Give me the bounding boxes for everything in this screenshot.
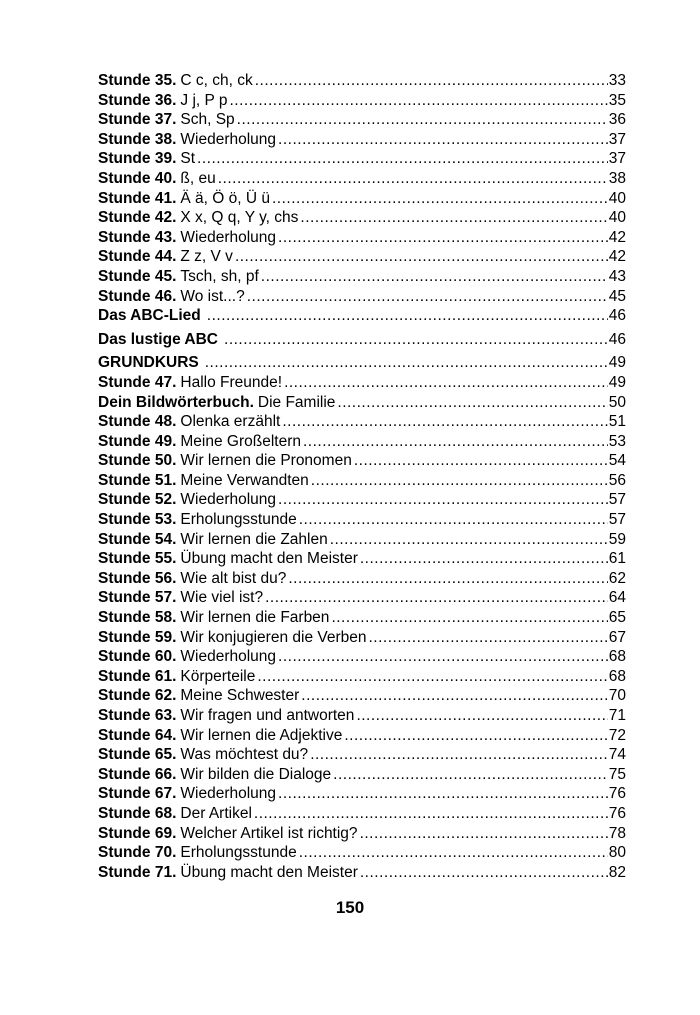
- toc-entry: [98, 608, 626, 628]
- toc-entry-heading: Stunde 53.: [98, 511, 177, 529]
- toc-entry-label: [98, 628, 367, 648]
- toc-entry-label: [98, 306, 205, 326]
- toc-page-number: 71: [608, 707, 626, 724]
- toc-entry: [98, 110, 626, 130]
- toc-entry-title: St: [180, 150, 196, 168]
- toc-entry-title: Wiederholung: [180, 648, 277, 666]
- toc-page-number: 53: [608, 432, 626, 450]
- toc-dot-leader: [257, 667, 607, 687]
- toc-entry-heading: Stunde 47.: [98, 373, 177, 391]
- toc-entry-title: Was möchtest du?: [180, 746, 309, 764]
- toc-entry-title: Wiederholung: [180, 491, 277, 509]
- table-of-contents: [98, 71, 626, 882]
- toc-entry-label: [98, 130, 276, 150]
- toc-entry-heading: Das lustige ABC: [98, 330, 219, 348]
- toc-entry-heading: Stunde 40.: [98, 169, 177, 187]
- toc-entry-label: [98, 784, 276, 804]
- toc-dot-leader: [218, 169, 608, 189]
- toc-page-number: 56: [608, 471, 626, 489]
- toc-page-number: 75: [608, 765, 626, 783]
- toc-page-number: 68: [608, 648, 626, 666]
- toc-page-number: 82: [608, 863, 626, 881]
- toc-entry-heading: Stunde 46.: [98, 287, 177, 305]
- toc-entry-title: Übung macht den Meister: [180, 550, 358, 568]
- toc-page-number: 54: [608, 452, 626, 470]
- toc-dot-leader: [255, 71, 608, 91]
- toc-entry-label: [98, 149, 195, 169]
- toc-dot-leader: [301, 686, 607, 706]
- toc-page-number: 67: [608, 628, 626, 646]
- toc-entry-heading: Stunde 70.: [98, 844, 177, 862]
- toc-entry-label: [98, 765, 331, 785]
- toc-page-number: 51: [608, 413, 626, 431]
- toc-page-number: 78: [608, 824, 626, 842]
- toc-entry-label: [98, 247, 233, 267]
- toc-page-number: 61: [608, 550, 626, 568]
- toc-entry-title: Wiederholung: [180, 785, 277, 803]
- toc-dot-leader: [311, 471, 608, 491]
- toc-entry-heading: Stunde 49.: [98, 432, 177, 450]
- toc-entry: [98, 804, 626, 824]
- toc-dot-leader: [278, 228, 608, 248]
- toc-entry-label: [98, 726, 342, 746]
- toc-entry-label: [98, 432, 301, 452]
- toc-entry: [98, 412, 626, 432]
- toc-dot-leader: [369, 628, 608, 648]
- toc-page-number: 68: [608, 667, 626, 685]
- toc-entry-label: [98, 267, 259, 287]
- toc-entry-label: [98, 91, 228, 111]
- toc-page-number: 46: [608, 330, 626, 348]
- toc-dot-leader: [265, 588, 608, 608]
- toc-entry-title: Meine Verwandten: [180, 471, 309, 489]
- toc-entry-title: Wir bilden die Dialoge: [180, 765, 332, 783]
- toc-dot-leader: [310, 745, 608, 765]
- toc-entry: [98, 824, 626, 844]
- toc-dot-leader: [333, 765, 608, 785]
- toc-entry-title: Wie viel ist?: [180, 589, 264, 607]
- toc-page-number: 64: [608, 589, 626, 607]
- toc-page-number: 45: [608, 287, 626, 305]
- toc-entry-label: [98, 490, 276, 510]
- toc-entry: [98, 628, 626, 648]
- toc-entry-label: [98, 287, 245, 307]
- toc-dot-leader: [303, 432, 608, 452]
- toc-entry-heading: Stunde 58.: [98, 609, 177, 627]
- toc-entry-label: [98, 110, 235, 130]
- toc-entry: [98, 91, 626, 111]
- toc-entry-heading: Stunde 43.: [98, 228, 177, 246]
- toc-dot-leader: [300, 208, 607, 228]
- toc-entry: [98, 647, 626, 667]
- toc-page-number: 37: [608, 130, 626, 148]
- toc-entry-heading: Stunde 68.: [98, 804, 177, 822]
- toc-entry-heading: Stunde 66.: [98, 765, 177, 783]
- toc-entry-heading: Stunde 51.: [98, 471, 177, 489]
- toc-entry-label: [98, 647, 276, 667]
- toc-entry-title: X x, Q q, Y y, chs: [180, 209, 299, 227]
- toc-entry-heading: Stunde 52.: [98, 491, 177, 509]
- toc-entry: [98, 306, 626, 326]
- toc-entry-label: [98, 451, 352, 471]
- toc-dot-leader: [282, 412, 607, 432]
- toc-entry-title: Körperteile: [180, 667, 256, 685]
- toc-entry-title: Erholungsstunde: [180, 844, 297, 862]
- page-number: 150: [335, 898, 365, 917]
- toc-entry: [98, 588, 626, 608]
- toc-page-number: 33: [608, 72, 626, 89]
- toc-dot-leader: [360, 824, 608, 844]
- toc-entry: [98, 208, 626, 228]
- toc-entry-title: Erholungsstunde: [180, 511, 297, 529]
- toc-page-number: 43: [608, 267, 626, 285]
- toc-entry-label: [98, 169, 216, 189]
- toc-entry-title: Wiederholung: [180, 228, 277, 246]
- toc-entry-heading: Stunde 50.: [98, 452, 177, 470]
- toc-entry: [98, 71, 626, 91]
- toc-page-number: 50: [608, 393, 626, 411]
- toc-entry: [98, 510, 626, 530]
- toc-entry-heading: Stunde 39.: [98, 150, 177, 168]
- toc-dot-leader: [205, 353, 608, 373]
- toc-entry-heading: Stunde 36.: [98, 91, 177, 109]
- toc-entry-title: Die Familie: [257, 393, 336, 411]
- toc-entry-heading: Das ABC-Lied: [98, 307, 201, 325]
- toc-page-number: 74: [608, 746, 626, 764]
- toc-dot-leader: [356, 706, 607, 726]
- toc-entry: [98, 490, 626, 510]
- toc-page-number: 62: [608, 569, 626, 587]
- toc-entry-title: Olenka erzählt: [180, 413, 281, 431]
- toc-entry-title: Wir lernen die Pronomen: [180, 452, 352, 470]
- toc-entry-label: [98, 549, 358, 569]
- toc-entry-label: [98, 686, 299, 706]
- toc-entry-label: [98, 353, 203, 373]
- toc-entry-heading: Stunde 67.: [98, 785, 177, 803]
- toc-dot-leader: [330, 530, 608, 550]
- toc-page-number: 49: [608, 354, 626, 372]
- toc-entry-title: Wo ist...?: [180, 287, 245, 305]
- toc-entry-label: [98, 208, 298, 228]
- toc-entry-label: [98, 330, 222, 350]
- toc-dot-leader: [272, 189, 608, 209]
- toc-entry-heading: Stunde 38.: [98, 130, 177, 148]
- toc-dot-leader: [278, 784, 608, 804]
- toc-entry: [98, 330, 626, 350]
- toc-entry-title: ß, eu: [180, 169, 216, 187]
- toc-dot-leader: [337, 393, 607, 413]
- toc-entry: [98, 765, 626, 785]
- toc-entry-title: Sch, Sp: [180, 111, 235, 129]
- toc-entry-title: Der Artikel: [180, 804, 252, 822]
- toc-dot-leader: [224, 330, 608, 350]
- toc-entry-title: Wir lernen die Zahlen: [180, 530, 328, 548]
- toc-dot-leader: [278, 490, 608, 510]
- toc-entry: [98, 726, 626, 746]
- toc-entry: [98, 353, 626, 373]
- toc-entry: [98, 530, 626, 550]
- toc-entry-heading: Stunde 45.: [98, 267, 177, 285]
- toc-page-number: 76: [608, 785, 626, 803]
- toc-entry-title: Wie alt bist du?: [180, 569, 287, 587]
- toc-entry-heading: Stunde 61.: [98, 667, 177, 685]
- toc-dot-leader: [360, 863, 608, 883]
- toc-dot-leader: [235, 247, 608, 267]
- toc-entry: [98, 863, 626, 883]
- toc-entry: [98, 706, 626, 726]
- toc-page-number: 37: [608, 150, 626, 168]
- toc-page-number: 49: [608, 373, 626, 391]
- toc-entry: [98, 169, 626, 189]
- toc-entry: [98, 373, 626, 393]
- toc-page-number: 70: [608, 687, 626, 705]
- toc-entry-label: [98, 228, 276, 248]
- toc-entry-title: Welcher Artikel ist richtig?: [180, 824, 358, 842]
- toc-entry: [98, 130, 626, 150]
- toc-entry-label: [98, 745, 308, 765]
- toc-entry-heading: Stunde 48.: [98, 413, 177, 431]
- toc-page-number: 42: [608, 228, 626, 246]
- toc-entry-title: Übung macht den Meister: [180, 863, 358, 881]
- toc-dot-leader: [197, 149, 608, 169]
- toc-page-number: 42: [608, 248, 626, 266]
- toc-entry-label: [98, 863, 358, 883]
- toc-entry-title: Wir lernen die Adjektive: [180, 726, 343, 744]
- toc-entry-heading: Stunde 55.: [98, 550, 177, 568]
- toc-entry-heading: Stunde 37.: [98, 111, 177, 129]
- toc-entry-heading: Stunde 54.: [98, 530, 177, 548]
- toc-dot-leader: [360, 549, 608, 569]
- toc-entry-title: C c, ch, ck: [180, 72, 253, 89]
- toc-entry-title: Wiederholung: [180, 130, 277, 148]
- toc-entry: [98, 149, 626, 169]
- toc-page-number: 72: [608, 726, 626, 744]
- toc-page-number: 46: [608, 307, 626, 325]
- toc-entry: [98, 843, 626, 863]
- toc-page-number: 40: [608, 209, 626, 227]
- toc-entry-label: [98, 510, 297, 530]
- toc-entry-title: Z z, V v: [180, 248, 233, 266]
- toc-dot-leader: [344, 726, 607, 746]
- toc-entry-title: Ä ä, Ö ö, Ü ü: [180, 189, 270, 207]
- toc-entry-heading: Stunde 64.: [98, 726, 177, 744]
- toc-entry-label: [98, 393, 335, 413]
- toc-entry: [98, 745, 626, 765]
- toc-entry-label: [98, 412, 280, 432]
- toc-entry-label: [98, 804, 252, 824]
- toc-entry: [98, 784, 626, 804]
- toc-entry: [98, 451, 626, 471]
- toc-dot-leader: [284, 373, 608, 393]
- toc-entry-heading: Stunde 65.: [98, 746, 177, 764]
- toc-entry-title: Meine Großeltern: [180, 432, 301, 450]
- toc-entry-heading: Stunde 42.: [98, 209, 177, 227]
- toc-entry-title: Wir lernen die Farben: [180, 609, 330, 627]
- toc-entry: [98, 228, 626, 248]
- toc-entry-title: Hallo Freunde!: [180, 373, 283, 391]
- toc-entry-label: [98, 471, 309, 491]
- toc-entry-heading: Stunde 57.: [98, 589, 177, 607]
- toc-dot-leader: [354, 451, 608, 471]
- toc-entry-label: [98, 189, 270, 209]
- toc-entry-label: [98, 667, 255, 687]
- toc-page-number: 40: [608, 189, 626, 207]
- toc-entry-label: [98, 71, 253, 91]
- toc-entry-title: Tsch, sh, pf: [180, 267, 259, 285]
- toc-dot-leader: [254, 804, 608, 824]
- toc-entry-label: [98, 843, 297, 863]
- toc-dot-leader: [207, 306, 608, 326]
- toc-dot-leader: [331, 608, 607, 628]
- toc-entry-heading: Stunde 69.: [98, 824, 177, 842]
- toc-entry-label: [98, 706, 354, 726]
- toc-page-number: 59: [608, 530, 626, 548]
- toc-entry-label: [98, 608, 329, 628]
- toc-page-number: 65: [608, 609, 626, 627]
- toc-entry-heading: Stunde 59.: [98, 628, 177, 646]
- toc-entry-title: Meine Schwester: [180, 687, 300, 705]
- toc-entry: [98, 569, 626, 589]
- toc-page-number: 76: [608, 804, 626, 822]
- toc-page-number: 35: [608, 91, 626, 109]
- toc-entry-heading: GRUNDKURS: [98, 354, 199, 372]
- toc-entry: [98, 247, 626, 267]
- toc-dot-leader: [237, 110, 608, 130]
- toc-page-number: 57: [608, 491, 626, 509]
- toc-entry-label: [98, 588, 263, 608]
- toc-entry-heading: Stunde 63.: [98, 707, 177, 724]
- toc-entry-heading: Stunde 44.: [98, 248, 177, 266]
- toc-entry-title: Wir fragen und antworten: [180, 707, 355, 724]
- toc-entry-heading: Stunde 71.: [98, 863, 177, 881]
- toc-page-number: 36: [608, 111, 626, 129]
- toc-entry-heading: Stunde 41.: [98, 189, 177, 207]
- toc-dot-leader: [288, 569, 607, 589]
- toc-entry-label: [98, 569, 286, 589]
- toc-entry-heading: Dein Bildwörterbuch.: [98, 393, 254, 411]
- toc-dot-leader: [278, 647, 608, 667]
- toc-entry-label: [98, 530, 328, 550]
- toc-entry-heading: Stunde 62.: [98, 687, 177, 705]
- toc-entry: [98, 393, 626, 413]
- toc-entry-label: [98, 824, 358, 844]
- toc-dot-leader: [261, 267, 608, 287]
- toc-entry: [98, 471, 626, 491]
- toc-entry: [98, 432, 626, 452]
- toc-dot-leader: [278, 130, 608, 150]
- toc-dot-leader: [230, 91, 608, 111]
- toc-entry-title: Wir konjugieren die Verben: [180, 628, 367, 646]
- toc-entry-heading: Stunde 35.: [98, 72, 177, 89]
- toc-page-number: 57: [608, 511, 626, 529]
- toc-entry-heading: Stunde 56.: [98, 569, 177, 587]
- toc-entry: [98, 287, 626, 307]
- toc-dot-leader: [247, 287, 608, 307]
- toc-entry: [98, 549, 626, 569]
- toc-entry-heading: Stunde 60.: [98, 648, 177, 666]
- toc-entry: [98, 667, 626, 687]
- toc-page-number: 80: [608, 844, 626, 862]
- toc-dot-leader: [299, 843, 608, 863]
- toc-page-number: 38: [608, 169, 626, 187]
- toc-entry: [98, 267, 626, 287]
- toc-entry-label: [98, 373, 282, 393]
- toc-dot-leader: [299, 510, 608, 530]
- toc-entry-title: J j, P p: [180, 91, 228, 109]
- toc-entry: [98, 189, 626, 209]
- toc-entry: [98, 686, 626, 706]
